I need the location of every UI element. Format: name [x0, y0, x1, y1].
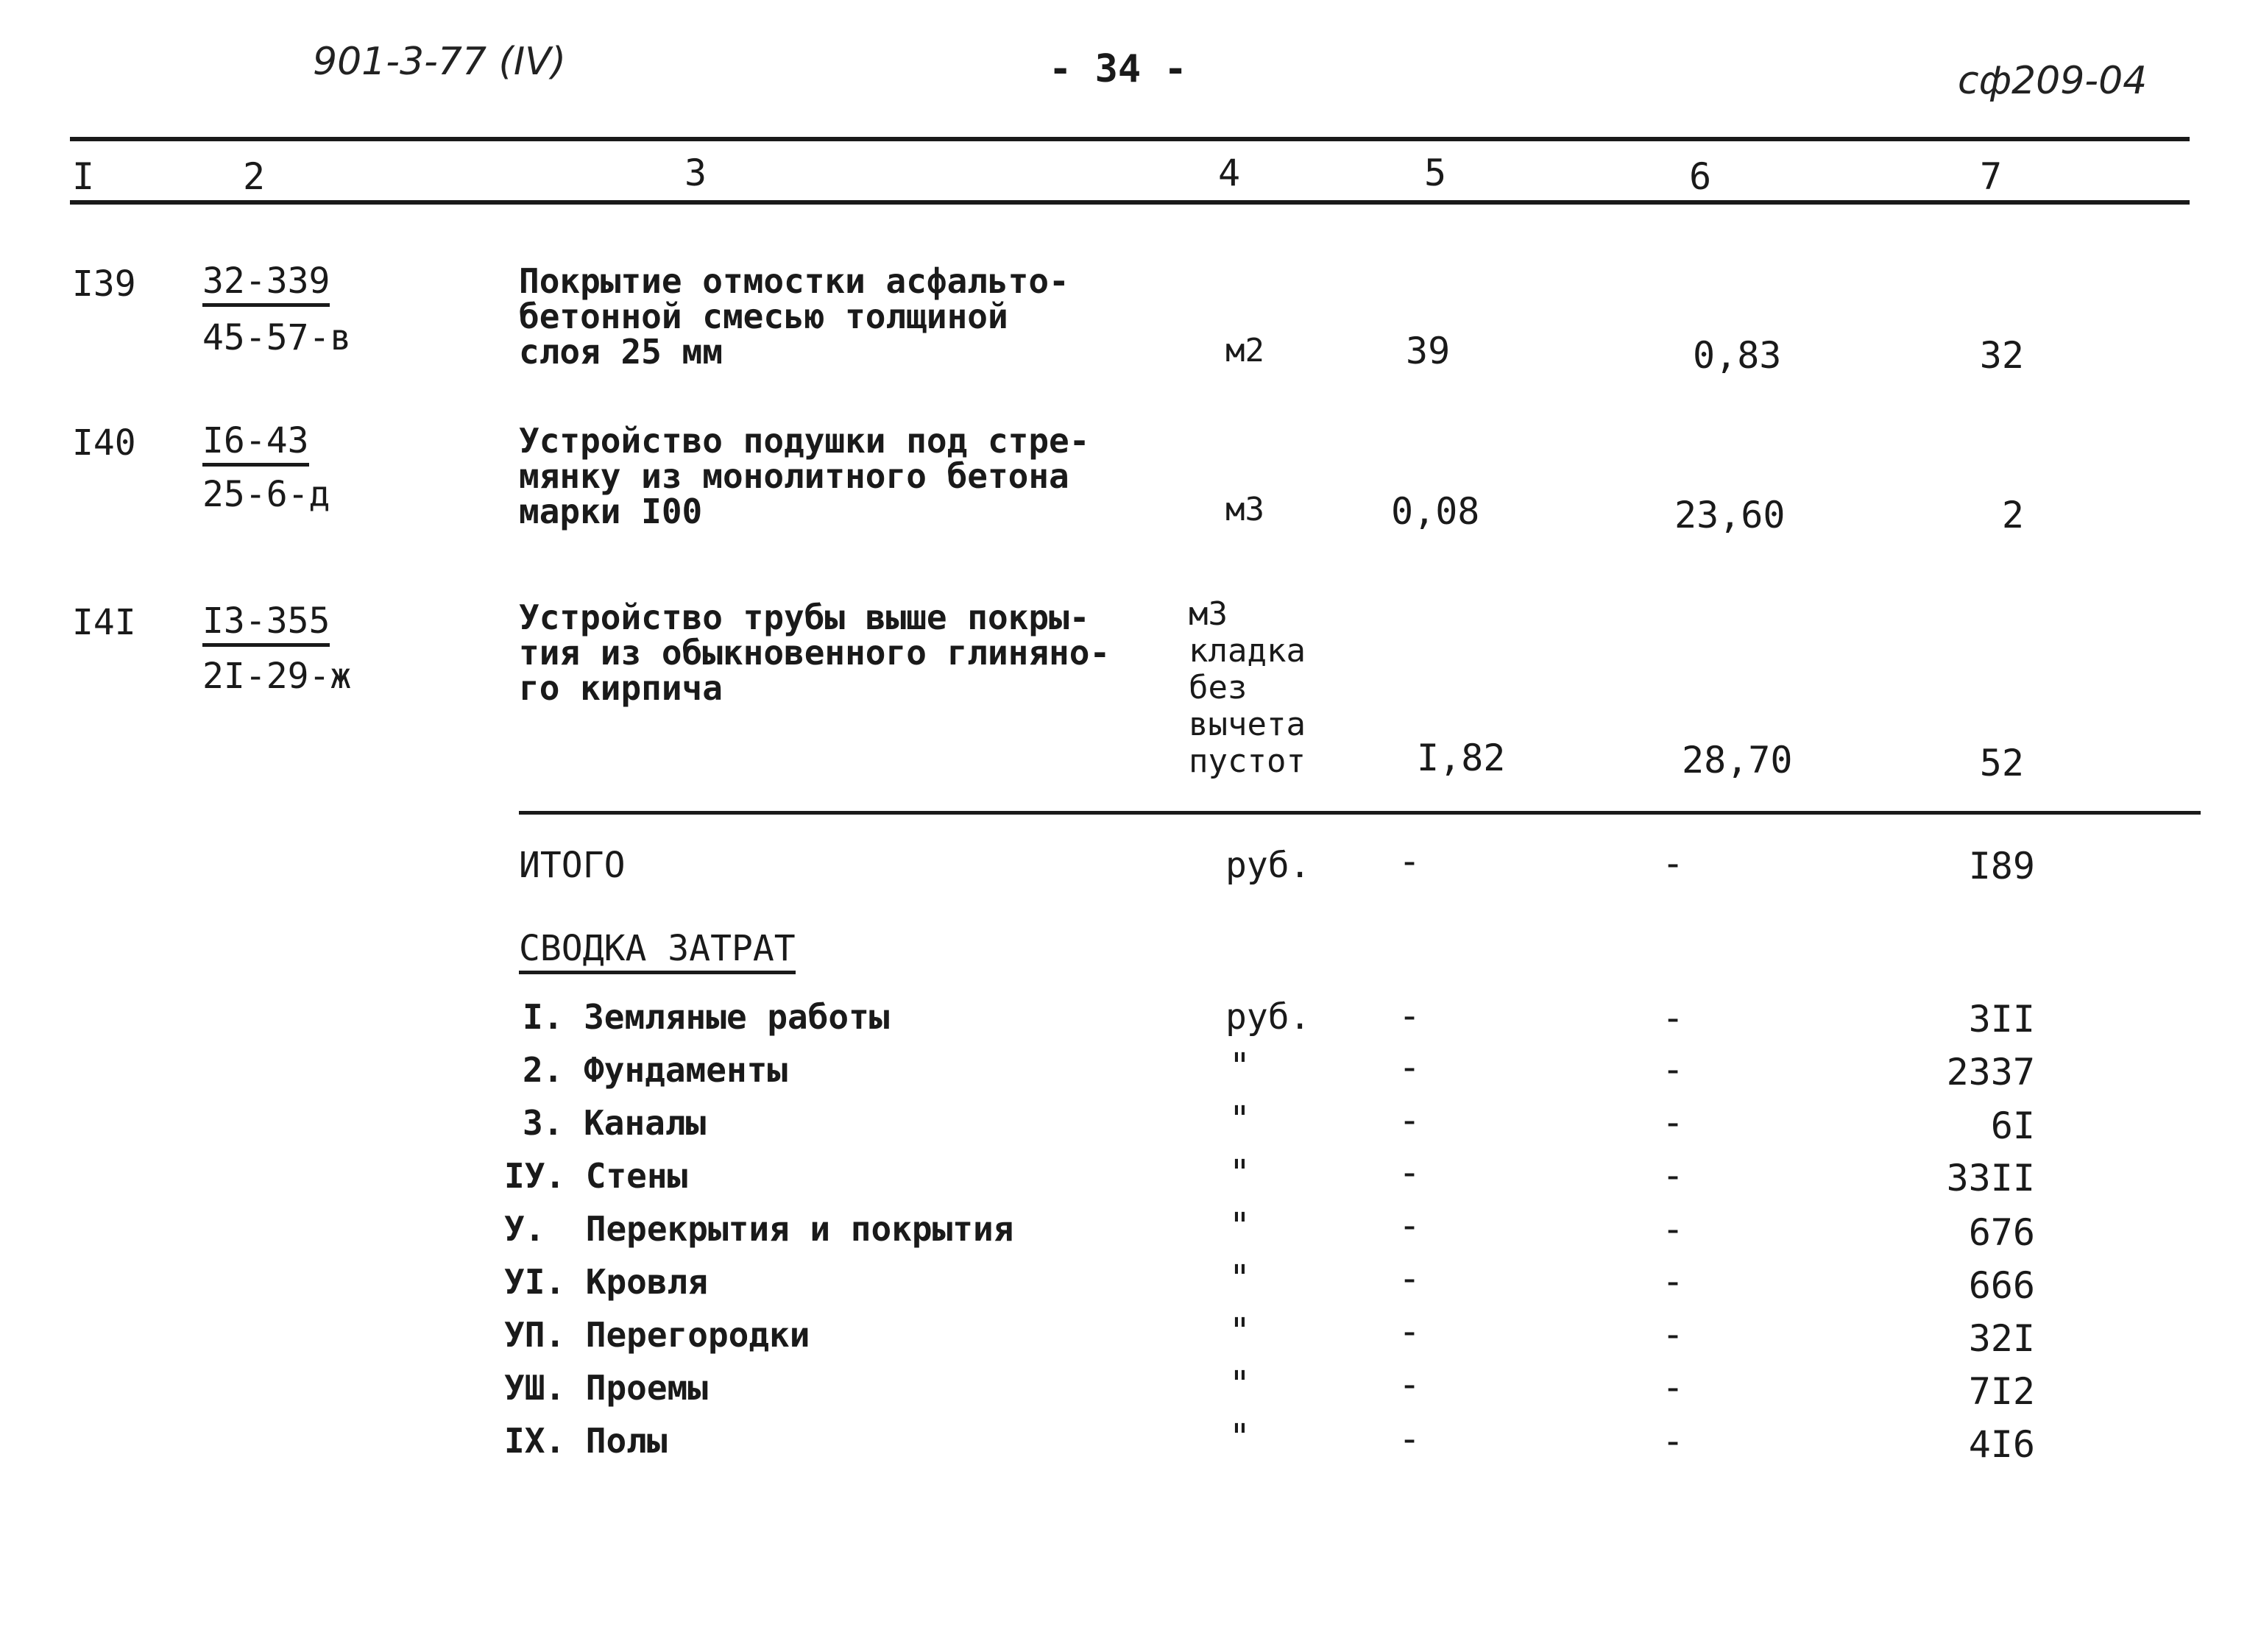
summary-label: I. Земляные работы: [523, 997, 890, 1037]
work-description: Устройство подушки под стре- мянку из монолитного бетона марки I00: [519, 421, 1090, 531]
summary-total: 7I2: [1968, 1370, 2035, 1413]
summary-total: 3II: [1968, 998, 2035, 1041]
summary-unit: ": [1229, 1152, 1250, 1194]
summary-label: IУ. Стены: [504, 1156, 688, 1196]
summary-unit: ": [1229, 1099, 1250, 1140]
quantity: 39: [1406, 330, 1451, 372]
column-header-1: I: [72, 155, 95, 198]
header-bottom-rule: [70, 200, 2190, 205]
summary-total: 4I6: [1968, 1423, 2035, 1466]
row-number: I4I: [72, 602, 136, 643]
column-header-4: 4: [1218, 152, 1241, 194]
header-top-rule: [70, 137, 2190, 141]
column-header-5: 5: [1424, 152, 1447, 194]
quantity: I,82: [1417, 737, 1506, 779]
summary-col6: -: [1662, 1260, 1685, 1302]
itogo-rule: [519, 811, 2201, 815]
summary-total: 32I: [1968, 1317, 2035, 1360]
work-description: Покрытие отмостки асфальто- бетонной смесью толщиной слоя 25 мм: [519, 261, 1069, 372]
summary-label: 3. Каналы: [523, 1103, 707, 1143]
summary-title: СВОДКА ЗАТРАТ: [519, 931, 796, 974]
summary-col5: -: [1398, 1046, 1421, 1088]
itogo-col5: -: [1398, 840, 1421, 882]
summary-col6: -: [1662, 996, 1685, 1039]
code-top: I6-43: [202, 423, 309, 467]
page-number: - 34 -: [1049, 47, 1187, 91]
itogo-col6: -: [1662, 842, 1685, 885]
code-bottom: 2I-29-ж: [202, 656, 352, 697]
summary-col5: -: [1398, 1151, 1421, 1194]
summary-col5: -: [1398, 1310, 1421, 1353]
itogo-total: I89: [1968, 845, 2035, 887]
summary-col5: -: [1398, 994, 1421, 1037]
summary-col5: -: [1398, 1257, 1421, 1300]
summary-col6: -: [1662, 1366, 1685, 1408]
code-top: 32-339: [202, 263, 330, 307]
summary-col6: -: [1662, 1208, 1685, 1250]
unit-price: 28,70: [1682, 739, 1793, 781]
summary-label: УШ. Проемы: [504, 1368, 708, 1408]
code-top: I3-355: [202, 603, 330, 647]
summary-total: 33II: [1946, 1157, 2035, 1199]
unit: м2: [1225, 332, 1264, 369]
summary-unit: ": [1229, 1046, 1250, 1087]
itogo-unit: руб.: [1225, 845, 1311, 886]
summary-label: УI. Кровля: [504, 1262, 708, 1302]
unit: м3: [1225, 491, 1264, 528]
summary-total: 676: [1968, 1211, 2035, 1254]
quantity: 0,08: [1391, 490, 1480, 533]
unit-price: 23,60: [1674, 494, 1786, 536]
summary-col5: -: [1398, 1363, 1421, 1405]
column-header-6: 6: [1689, 155, 1712, 198]
total: 32: [1979, 334, 2024, 377]
summary-unit: ": [1229, 1417, 1250, 1458]
summary-unit: ": [1229, 1258, 1250, 1299]
summary-col6: -: [1662, 1313, 1685, 1355]
code-bottom: 25-6-д: [202, 474, 330, 515]
summary-unit: ": [1229, 1311, 1250, 1352]
unit-price: 0,83: [1693, 334, 1782, 377]
total: 52: [1979, 742, 2024, 784]
column-header-7: 7: [1980, 155, 2003, 198]
summary-unit: ": [1229, 1364, 1250, 1405]
summary-unit: руб.: [1225, 996, 1311, 1038]
unit: м3 кладка без вычета пустот: [1189, 595, 1306, 780]
row-number: I40: [72, 422, 136, 464]
work-description: Устройство трубы выше покры- тия из обыкновенного глиняно- го кирпича: [519, 598, 1111, 708]
column-header-3: 3: [684, 152, 707, 194]
column-header-2: 2: [243, 155, 266, 198]
summary-label: У. Перекрытия и покрытия: [504, 1209, 1014, 1249]
summary-unit: ": [1229, 1205, 1250, 1247]
total: 2: [2001, 494, 2024, 536]
summary-total: 2337: [1946, 1051, 2035, 1093]
document-code: 901-3-77 (IV): [313, 40, 567, 84]
summary-label: IX. Полы: [504, 1421, 668, 1461]
sheet-code: сф209-04: [1958, 59, 2148, 103]
code-bottom: 45-57-в: [202, 317, 352, 358]
summary-label: УП. Перегородки: [504, 1315, 810, 1355]
summary-col6: -: [1662, 1048, 1685, 1091]
itogo-label: ИТОГО: [519, 845, 626, 886]
summary-total: 6I: [1990, 1105, 2035, 1147]
summary-col6: -: [1662, 1154, 1685, 1197]
summary-total: 666: [1968, 1264, 2035, 1307]
summary-col6: -: [1662, 1101, 1685, 1144]
summary-col5: -: [1398, 1204, 1421, 1247]
summary-col6: -: [1662, 1419, 1685, 1462]
summary-col5: -: [1398, 1099, 1421, 1141]
summary-label: 2. Фундаменты: [523, 1050, 788, 1090]
row-number: I39: [72, 263, 136, 305]
summary-col5: -: [1398, 1417, 1421, 1460]
